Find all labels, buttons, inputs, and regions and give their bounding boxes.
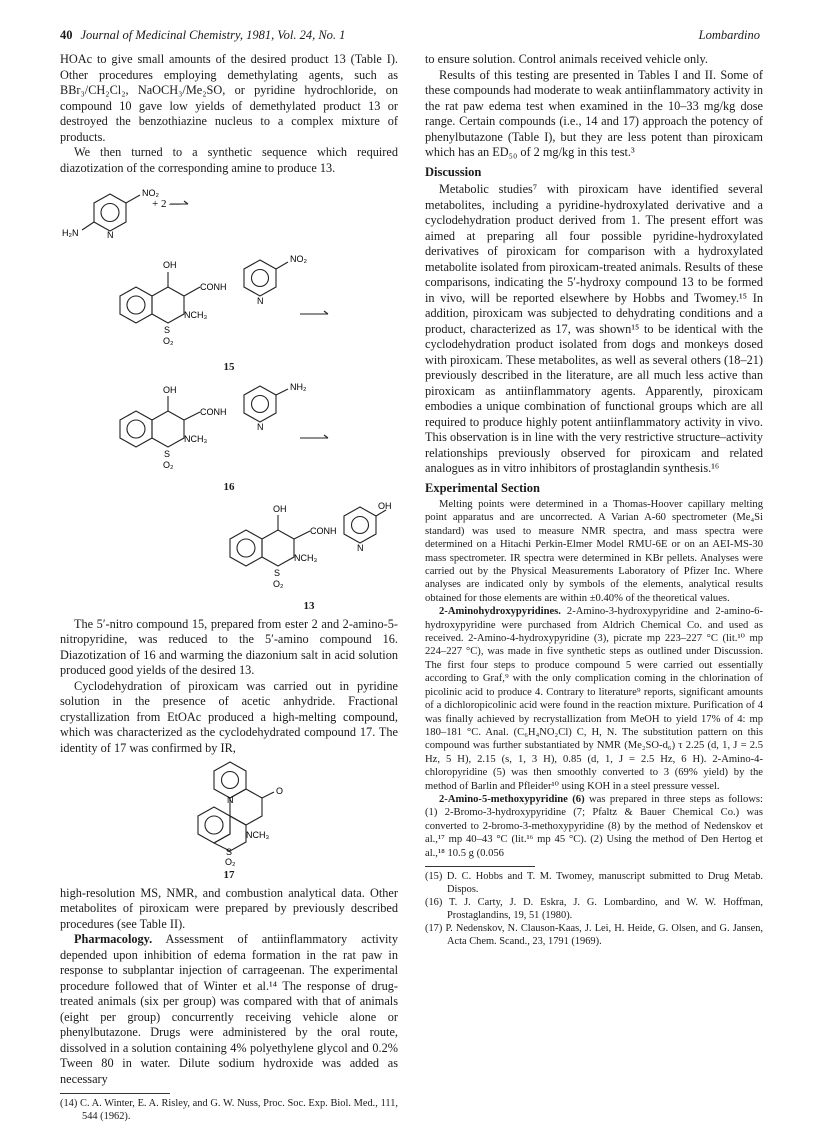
amide-label: CONH <box>200 282 227 292</box>
section-heading: Discussion <box>425 164 482 179</box>
reference: (17) P. Nedenskov, N. Clauson-Kaas, J. Lei, H. Heide, G. Olsen, and G. Jansen, Acta Chem. Scand., 23, 1791 (1969). <box>425 923 763 947</box>
nmethyl-label: NCH₃ <box>184 433 208 444</box>
pharmacology-paragraph <box>60 932 398 1087</box>
sulfur-label: S <box>274 568 281 578</box>
paragraph <box>425 793 763 860</box>
ring-n-label: N <box>107 230 114 240</box>
paragraph: high-resolution MS, NMR, and combustion analytical data. Other metabolites of piroxicam were prepared by previously described procedures (see Table II). <box>60 885 398 931</box>
sulfur-label: S <box>164 448 171 459</box>
amide-label: CONH <box>200 406 227 417</box>
pyridine-ring <box>244 260 276 296</box>
hydroxyl-label: OH <box>163 384 177 395</box>
ring-n-label: N <box>257 421 264 432</box>
nmethyl-label: NCH₃ <box>246 830 270 840</box>
journal-citation: Journal of Medicinal Chemistry, 1981, Vol. 24, No. 1 <box>80 28 346 42</box>
paragraph: Cyclodehydration of piroxicam was carried out in pyridine solution in the presence of acetic anhydride. Fractional crystallization from EtOAc produced a high-melting compound, which was characterized as the cyclodehydrated compound 17. The identity of 17 was confirmed by IR, <box>60 678 398 755</box>
amine-label: NH₂ <box>290 381 307 392</box>
running-author: Lombardino <box>698 28 760 42</box>
paragraph: Melting points were determined in a Thomas-Hoover capillary melting point apparatus and are uncorrected. A Varian A-60 spectrometer (Me₄Si standard) was used to measure NMR spectra, and mass spectra were determined on a Hitachi Perkin-Elmer Model RMU-6E or on an AEI-MS-30 mass spectrometer. IR spectra were determined in KBr pellets. Analyses were carried out by the Physical Measurements Laboratory of Pfizer Inc. Where analyses are indicated only by symbols of the elements, analytical results obtained for those elements are within ±0.40% of the theoretical values. <box>425 499 763 604</box>
paragraph: The 5′-nitro compound 15, prepared from ester 2 and 2-amino-5-nitropyridine, was reduced to the 5′-amino compound 16. Diazotization of 16 and warming the diazonium salt in acid solution produced good yields of the desired 13. <box>60 616 398 677</box>
compound-label: 13 <box>303 600 315 612</box>
footnote-rule <box>425 866 535 867</box>
right-column <box>425 52 763 950</box>
nmethyl-label: NCH₃ <box>294 553 318 563</box>
reference: (14) C. A. Winter, E. A. Risley, and G. W. Nuss, Proc. Soc. Exp. Biol. Med., 111, 544 (1962). <box>60 1098 398 1122</box>
paragraph: Metabolic studies⁷ with piroxicam have identified several metabolites, including a pyridine-hydroxylated derivative and a cyclodehydration product derived from 1. The present effort was aimed at preparing all four possible pyridine-hydroxylated derivatives of piroxicam for comparison with a hydroxylated metabolite isolated from piroxicam-treated animals. Results of these comparisons, indicating the 5′-hydroxy compound 13 to be formed in vivo, will be reported elsewhere by Hobbs and Twomey.¹⁵ In addition, piroxicam was subjected to dehydrating conditions and a product, characterized as 17, was shown¹⁵ to be identical with the cyclodehydration product isolated from dogs and monkeys dosed with piroxicam. These metabolites, as well as several others (18–21) previously described in the literature, are all much less active than piroxicam as antiinflammatory agents. Apparently, piroxicam embodies a unique combination of functional groups which are all required to produce highly potent antiinflammatory activity in vivo. This observation is in line with the very restrictive structure–activity relationships previously observed for piroxicam and related analogues as in vitro inhibitors of prostaglandin synthesis.¹⁶ <box>425 182 763 475</box>
amine-label: H₂N <box>62 228 79 238</box>
footnotes <box>425 871 763 949</box>
carbonyl-label: O <box>276 786 284 796</box>
benzo-ring <box>120 287 152 323</box>
hydroxyl-label: OH <box>163 260 177 270</box>
compound-16-figure <box>60 378 398 478</box>
dioxide-label: O₂ <box>163 459 174 470</box>
aromatic-circle <box>101 204 119 222</box>
run-in-head: 2-Amino-5-methoxypyridine (6) <box>439 793 585 805</box>
section-run-in-head: Pharmacology. <box>74 932 153 946</box>
dioxide-label: O₂ <box>273 579 284 589</box>
compound-label: 15 <box>223 361 235 373</box>
paragraph: HOAc to give small amounts of the desired product 13 (Table I). Other procedures employing demethylating agents, such as BBr₃/CH₂Cl₂, NaOCH₃/Me₂SO, or pyridine hydrochloride, on compound 10 gave low yields of demethylated product 13 or destroyed the benzothiazine nucleus to a complex mixture of products. <box>60 52 398 144</box>
paragraph-text: Assessment of antiinflammatory activity depended upon inhibition of edema formation in the rat paw in response to subplantar injection of carrageenan. The experimental procedure followed that of Winter et al.¹⁴ The response of drug-treated animals (six per group) was compared with that of animals (eight per group) concurrently receiving vehicle alone or phenylbutazone. Drugs were administered by the oral route, dissolved in a solution containing 4% polyethylene glycol and 0.2% Tween 80 in water. Dilute sodium hydroxide was added as necessary <box>60 932 398 1086</box>
compound-label: 17 <box>223 869 235 881</box>
hydroxyl-label: OH <box>378 501 392 511</box>
compound-label: 16 <box>223 480 235 493</box>
sulfur-label: S <box>164 325 171 335</box>
paragraph-text: 2-Amino-3-hydroxypyridine and 2-amino-6-hydroxypyridine were purchased from Aldrich Chemical Co. and used as received. 2-Amino-4-hydroxypyridine (3), picrate mp 223–227 °C (lit.¹⁰ mp 224–227 °C), was made in five synthetic steps as outlined under Discussion. The first four steps to produce compound 5 were carried out essentially according to Graf,⁹ with the only complication coming in the chlorination of picolinic acid to produce 4. Contrary to literature⁹ reports, significant amounts of a dichloropicolinic acid were found in the reaction mixture. Purification of 4 was finally achieved by recrystallization from MeOH to yield 17% of 4: mp 180–181 °C. Anal. (C₆H₄NO₂Cl) C, H, N. The substitution pattern on this compound was further substantiated by NMR (Me₂SO-d₆) τ 2.25 (d, 1, J = 2.5 Hz, 5 H), 2.15 (s, 1, 3 H), 0.85 (d, 1, J = 2.5 Hz, 6 H). 2-Amino-4-chloropyridine (5) was then smoothly converted to 3 (69% yield) by the method of Barlin and Pfleider¹⁰ using KOH in a steel pressure vessel. <box>425 606 764 792</box>
paragraph: We then turned to a synthetic sequence which required diazotization of the corresponding amine to produce 13. <box>60 145 398 175</box>
footnote-rule <box>60 1093 170 1094</box>
ring-n-label: N <box>257 296 264 306</box>
sulfur-label: S <box>226 847 233 857</box>
reference: (16) T. J. Carty, J. D. Eskra, J. G. Lombardino, and W. W. Hoffman, Prostaglandins, 19, 51 (1980). <box>425 897 763 921</box>
section-heading: Experimental Section <box>425 480 540 495</box>
hydroxyl-label: OH <box>273 504 287 514</box>
ring-n-label: N <box>357 543 364 553</box>
running-header <box>60 28 760 43</box>
paragraph-text: was prepared in three steps as follows: (1) 2-Bromo-3-hydroxypyridine (7; Pfaltz & Bauer Chemical Co.) was converted to 2-bromo-3-methoxypyridine (8) by the method of Nedenskov et al.,¹⁷ mp 40–43 °C (lit.¹⁶ mp 45 °C). (2) Using the method of Den Hertog et al.,¹⁸ 10.5 g (0.056 <box>425 793 763 859</box>
nitro-label: NO₂ <box>142 188 159 198</box>
nmethyl-label: NCH₃ <box>184 310 208 320</box>
compound-15-figure <box>60 246 398 358</box>
ring-n-label: N <box>227 795 234 805</box>
plus-two-arrow: + 2 — <box>152 198 181 210</box>
compound-17-figure <box>60 756 398 866</box>
paragraph: to ensure solution. Control animals received vehicle only. <box>425 52 708 66</box>
dioxide-label: O₂ <box>225 857 236 866</box>
amide-label: CONH <box>310 526 337 536</box>
run-in-head: 2-Aminohydroxypyridines. <box>439 606 561 618</box>
footnotes <box>60 1098 398 1123</box>
reference: (15) D. C. Hobbs and T. M. Twomey, manuscript submitted to Drug Metab. Dispos. <box>425 870 763 895</box>
nitro-label: NO₂ <box>290 254 307 264</box>
dioxide-label: O₂ <box>163 336 174 346</box>
paragraph: Results of this testing are presented in Tables I and II. Some of these compounds had moderate to weak antiinflammatory activity in the rat paw edema test when examined in the 10–33 mg/kg dose range. Certain compounds (i.e., 14 and 17) approach the potency of phenylbutazone (Table I), but they are less potent than piroxicam which has an ED₅₀ of 2 mg/kg in this test.³ <box>425 67 763 159</box>
paragraph <box>425 605 763 793</box>
left-column <box>60 52 398 1124</box>
compound-13-figure <box>60 497 398 597</box>
pyridine-ring <box>94 194 126 231</box>
thiazine-ring <box>152 287 184 323</box>
page-number: 40 <box>60 28 73 42</box>
